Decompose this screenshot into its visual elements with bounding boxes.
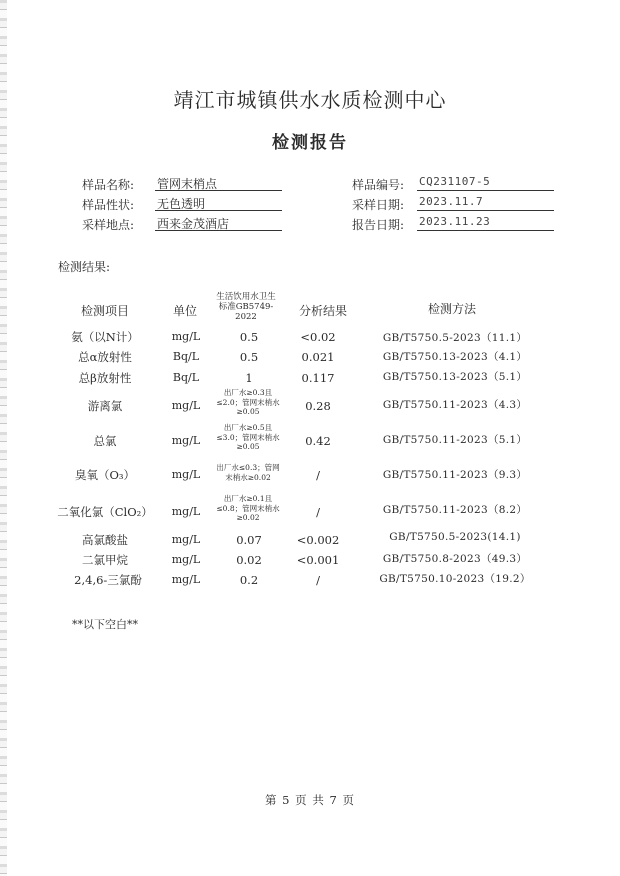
table-row-method: GB/T5750.5-2023(14.1) — [389, 531, 521, 543]
table-row-unit: mg/L — [171, 553, 201, 566]
col-header-unit: 单位 — [172, 304, 197, 318]
table-row-method: GB/T5750.11-2023（9.3） — [382, 469, 528, 481]
table-row-method: GB/T5750.13-2023（5.1） — [382, 371, 528, 383]
org-title: 靖江市城镇供水水质检测中心 — [173, 88, 447, 112]
table-row-method: GB/T5750.13-2023（4.1） — [382, 351, 528, 363]
table-row-result: 0.28 — [305, 399, 331, 413]
report-date-label: 报告日期: — [352, 218, 405, 232]
table-row-item: 游离氯 — [87, 399, 123, 413]
table-row-standard: 出厂水≤0.3；管网末梢水≥0.02 — [216, 463, 280, 482]
table-row-method: GB/T5750.11-2023（5.1） — [382, 434, 528, 446]
table-row-standard: 出厂水≥0.3且≤2.0；管网末梢水≥0.05 — [216, 388, 280, 416]
table-row-unit: mg/L — [171, 399, 201, 412]
table-row-unit: mg/L — [171, 468, 201, 481]
table-row-standard: 出厂水≥0.1且≤0.8；管网末梢水≥0.02 — [216, 494, 280, 522]
table-row-result: 0.117 — [301, 371, 335, 385]
sample-property-value: 无色透明 — [155, 195, 282, 211]
sample-property-label: 样品性状: — [82, 198, 135, 212]
table-row-result: <0.002 — [296, 533, 340, 547]
table-row-unit: Bq/L — [172, 371, 200, 384]
table-row-standard: 1 — [245, 371, 253, 385]
table-row-standard: 0.5 — [239, 350, 259, 364]
col-header-method: 检测方法 — [427, 302, 476, 316]
table-row-unit: mg/L — [171, 505, 201, 518]
table-row-item: 二氯甲烷 — [82, 553, 128, 567]
table-row-result: 0.42 — [305, 434, 331, 448]
table-row-standard: 0.5 — [239, 330, 259, 344]
table-row-item: 总α放射性 — [78, 350, 132, 364]
report-title: 检测报告 — [272, 133, 348, 153]
table-row-item: 总氯 — [93, 434, 117, 448]
table-row-method: GB/T5750.11-2023（4.3） — [382, 399, 528, 411]
sample-name-value: 管网末梢点 — [155, 175, 282, 191]
table-row-method: GB/T5750.11-2023（8.2） — [382, 504, 528, 516]
table-row-item: 2,4,6-三氯酚 — [74, 573, 142, 587]
report-date-value: 2023.11.23 — [417, 215, 554, 231]
table-row-standard: 0.02 — [236, 553, 262, 567]
col-header-item: 检测项目 — [80, 304, 129, 318]
table-row-item: 高氯酸盐 — [82, 533, 128, 547]
table-row-item: 二氧化氯（ClO₂） — [57, 505, 153, 519]
table-row-item: 臭氧（O₃） — [74, 468, 136, 482]
table-row-item: 氨（以N计） — [71, 330, 139, 344]
table-row-item: 总β放射性 — [78, 371, 132, 385]
table-row-unit: mg/L — [171, 434, 201, 447]
table-row-method: GB/T5750.8-2023（49.3） — [382, 553, 528, 565]
table-row-result: / — [316, 505, 320, 519]
table-row-result: <0.001 — [296, 553, 340, 567]
col-header-standard: 生活饮用水卫生标准GB5749-2022 — [216, 292, 276, 322]
results-section-label: 检测结果: — [58, 260, 111, 274]
sampling-location-value: 西来金茂酒店 — [155, 215, 282, 231]
table-row-result: / — [316, 468, 320, 482]
end-of-content-note: **以下空白** — [72, 618, 138, 631]
table-row-unit: Bq/L — [172, 350, 200, 363]
table-row-standard: 0.2 — [239, 573, 259, 587]
table-row-unit: mg/L — [171, 533, 201, 546]
sample-name-label: 样品名称: — [82, 178, 135, 192]
table-row-unit: mg/L — [171, 573, 201, 586]
table-row-method: GB/T5750.10-2023（19.2） — [379, 573, 531, 585]
table-row-result: <0.02 — [300, 330, 336, 344]
sampling-location-label: 采样地点: — [82, 218, 135, 232]
col-header-result: 分析结果 — [298, 304, 347, 318]
sampling-date-label: 采样日期: — [352, 198, 405, 212]
sample-number-label: 样品编号: — [352, 178, 405, 192]
table-row-method: GB/T5750.5-2023（11.1） — [382, 332, 528, 344]
table-row-unit: mg/L — [171, 330, 201, 343]
sample-number-value: CQ231107-5 — [417, 175, 554, 191]
sampling-date-value: 2023.11.7 — [417, 195, 554, 211]
table-row-result: / — [316, 573, 320, 587]
table-row-result: 0.021 — [301, 350, 335, 364]
table-row-standard: 0.07 — [236, 533, 262, 547]
page-number: 第 5 页 共 7 页 — [265, 793, 355, 807]
table-row-standard: 出厂水≥0.5且≤3.0；管网末梢水≥0.05 — [216, 423, 280, 451]
